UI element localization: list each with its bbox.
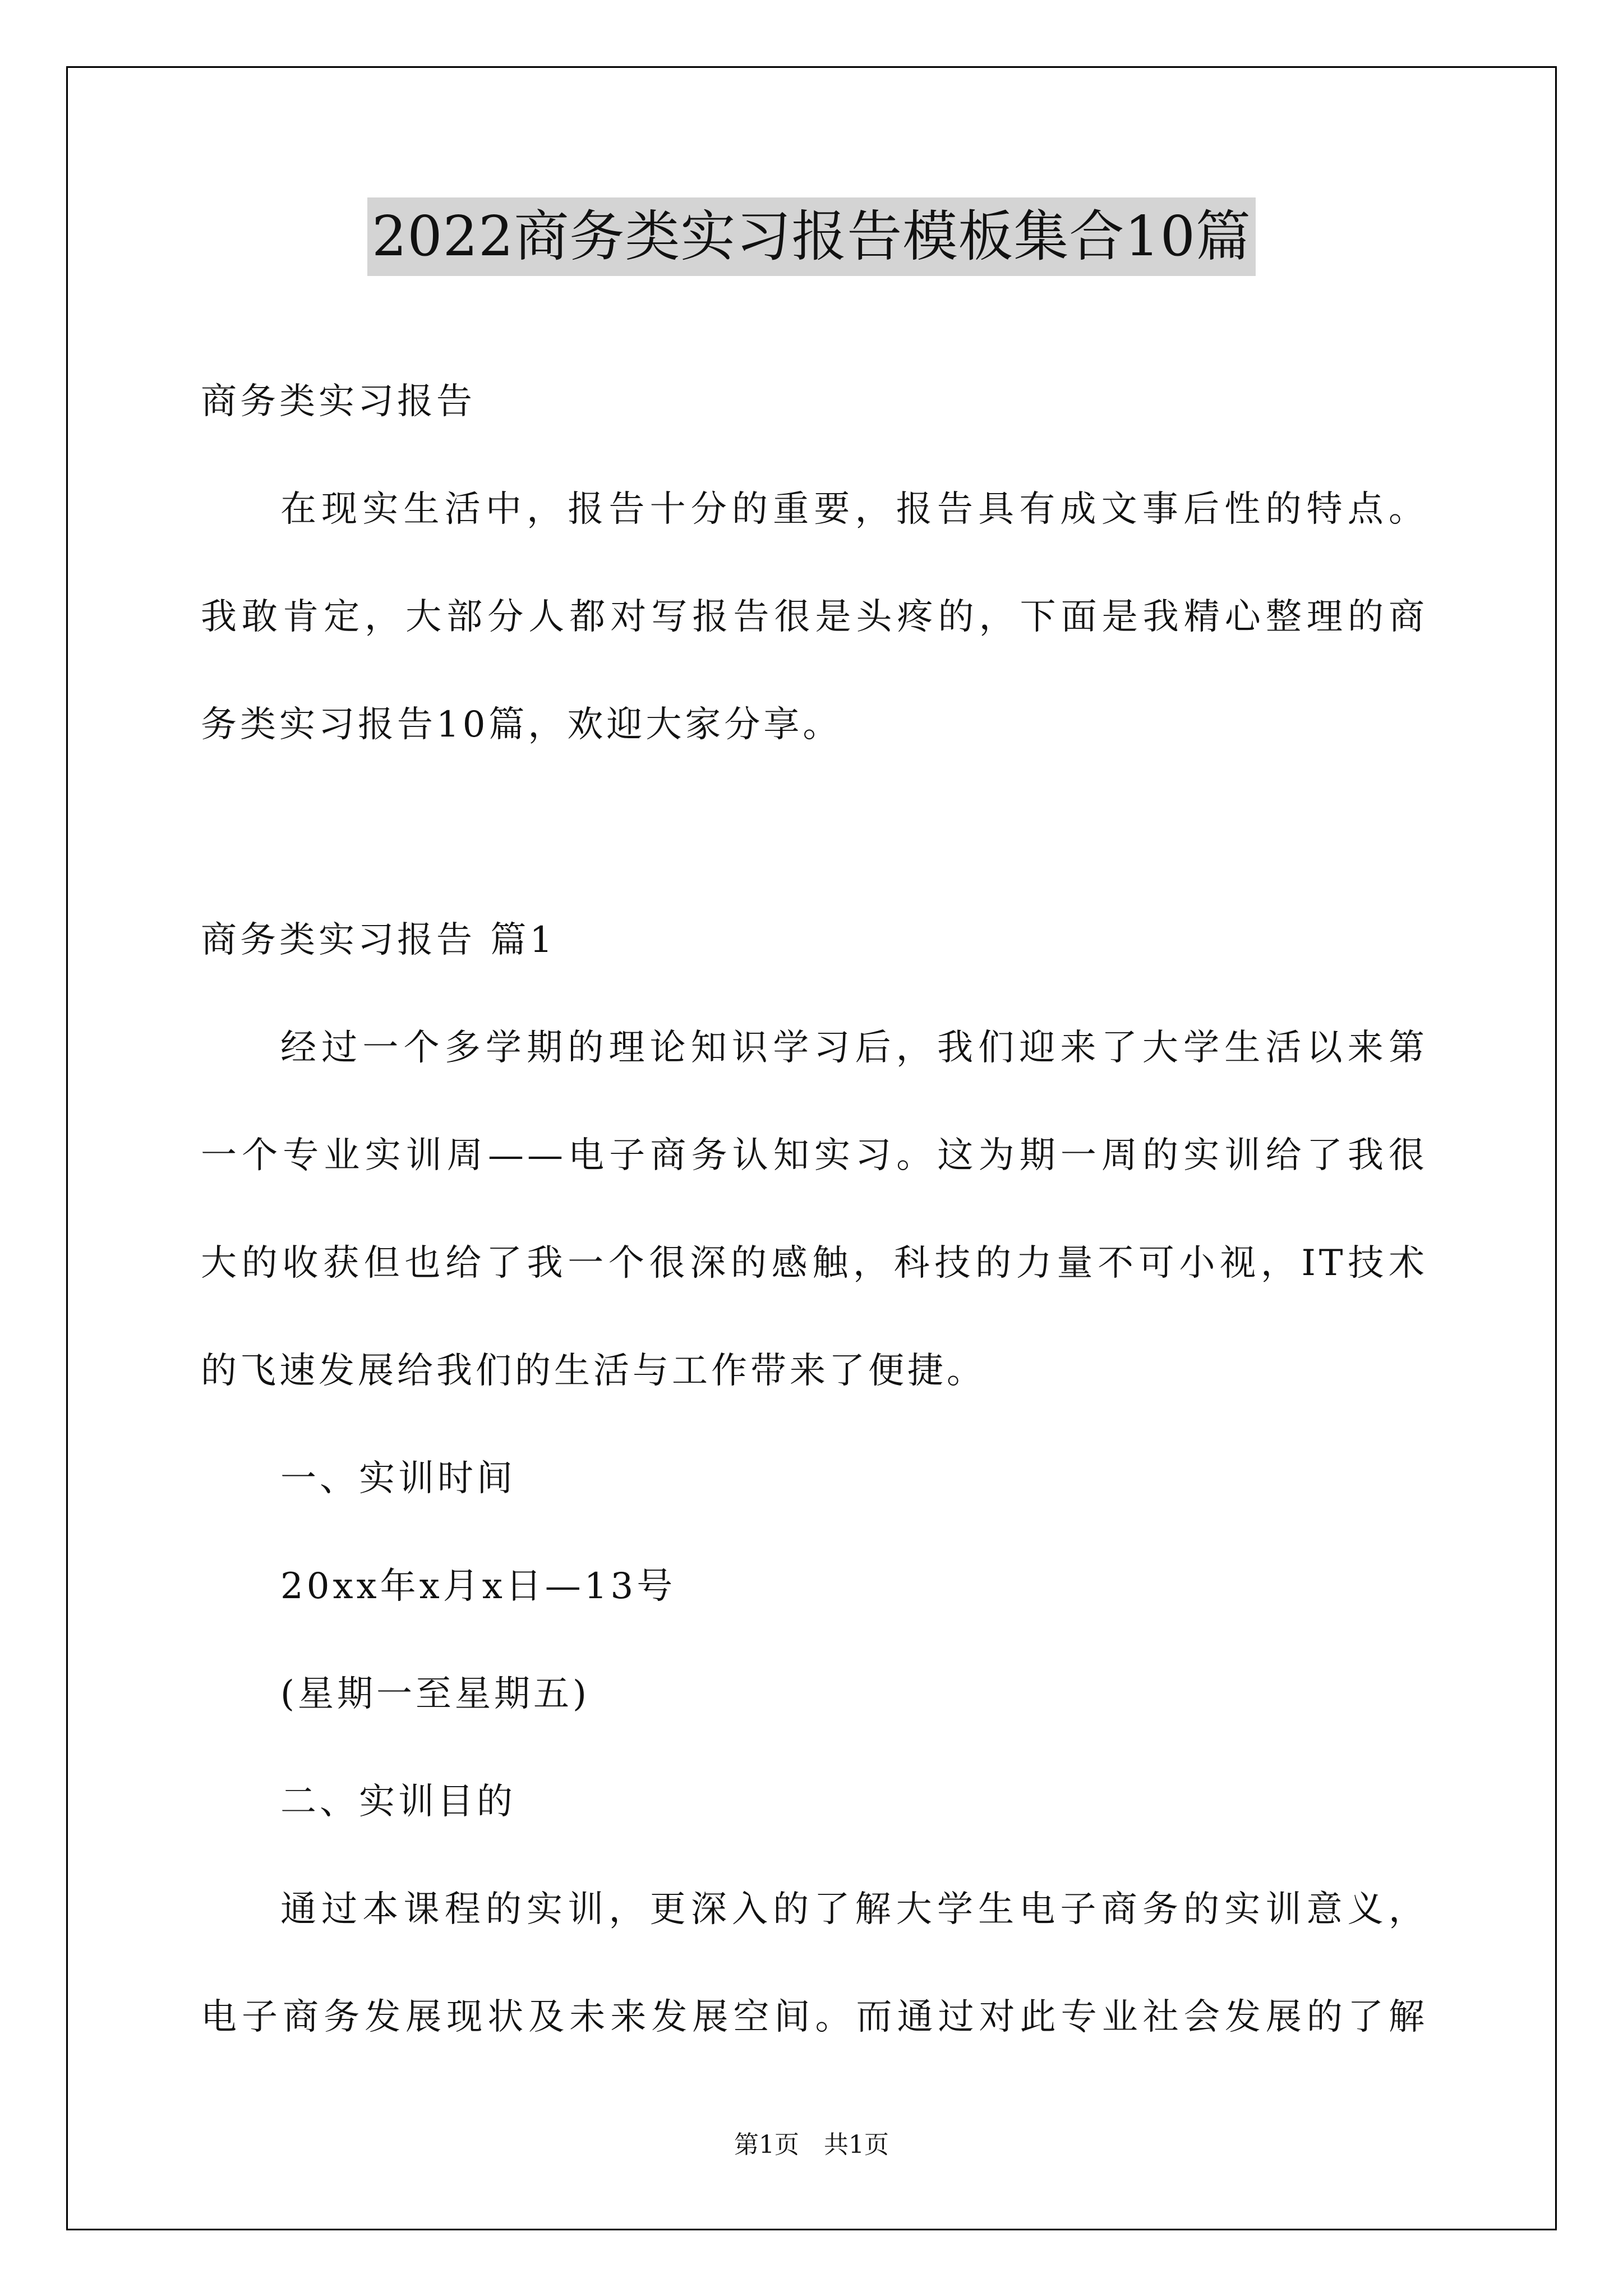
page-footer: [0, 2128, 1623, 2162]
page-number-label: 第1页 共1页: [734, 2131, 889, 2159]
item1-date: 20xx年x月x日—13号: [280, 1566, 676, 1607]
intro-line-2: 我敢肯定，大部分人都对写报告很是头疼的，下面是我精心整理的商: [201, 596, 1428, 638]
item2-line-1: 通过本课程的实训，更深入的了解大学生电子商务的实训意义，: [280, 1889, 1428, 1930]
item1-heading: 一、实训时间: [280, 1458, 516, 1499]
intro-line-3: 务类实习报告10篇，欢迎大家分享。: [201, 704, 842, 746]
document-title: 2022商务类实习报告模板集合10篇: [367, 197, 1256, 276]
item2-line-2: 电子商务发展现状及未来发展空间。而通过对此专业社会发展的了解: [201, 1996, 1428, 2038]
intro-line-1: 在现实生活中，报告十分的重要，报告具有成文事后性的特点。: [280, 489, 1428, 530]
title-container: [0, 197, 1623, 276]
item1-days: (星期一至星期五): [280, 1673, 590, 1715]
section1-line-3: 大的收获但也给了我一个很深的感触，科技的力量不可小视，IT技术: [201, 1243, 1428, 1284]
section1-line-1: 经过一个多学期的理论知识学习后，我们迎来了大学生活以来第: [280, 1027, 1428, 1069]
document-body: [201, 348, 1428, 2071]
section1-line-2: 一个专业实训周——电子商务认知实习。这为期一周的实训给了我很: [201, 1135, 1428, 1176]
intro-heading: 商务类实习报告: [201, 381, 476, 422]
section1-heading: 商务类实习报告 篇1: [201, 919, 556, 961]
item2-heading: 二、实训目的: [280, 1781, 516, 1823]
paragraph-gap: [201, 779, 1428, 886]
section1-line-4: 的飞速发展给我们的生活与工作带来了便捷。: [201, 1350, 986, 1392]
